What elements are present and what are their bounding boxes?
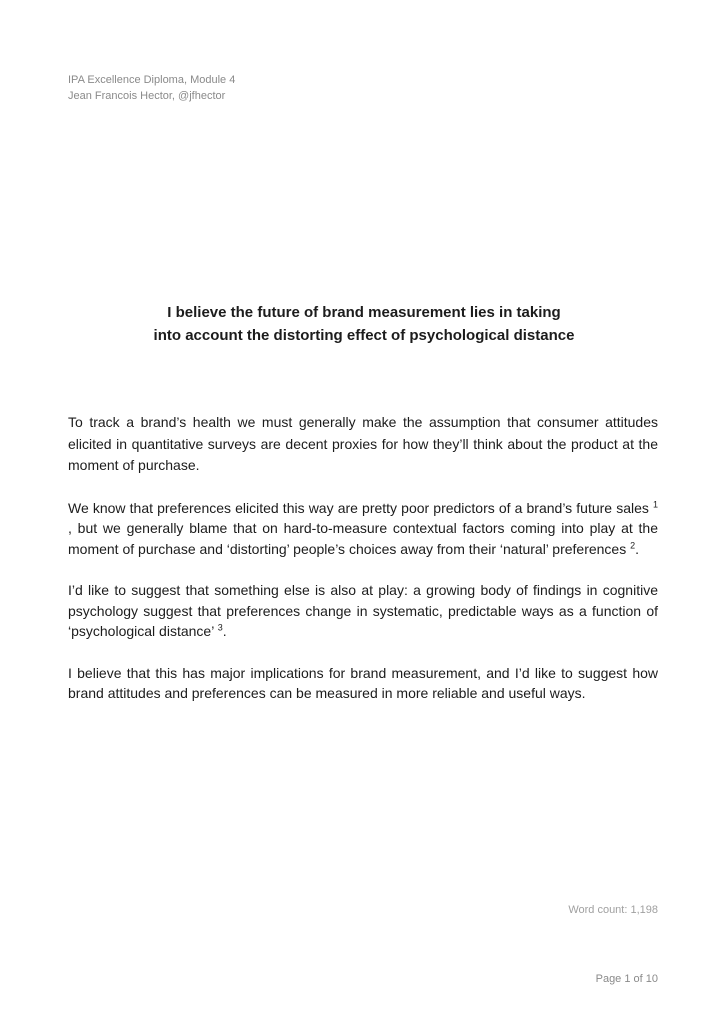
page-number: Page 1 of 10 xyxy=(595,973,658,985)
paragraph-2-text-a: We know that preferences elicited this way are pretty poor predictors of a brand’s future sales xyxy=(68,499,649,516)
document-header xyxy=(68,72,235,104)
paragraph-4: I believe that this has major implications for brand measurement, and I’d like to suggest how brand attitudes and preferences can be measured in more reliable and useful ways. xyxy=(68,664,658,701)
paragraph-3-text-a: I’d like to suggest that something else is also at play: a growing body of findings in cognitive psychology suggest that preferences change in systematic, predictable ways as a function of ‘psychological distance’ xyxy=(68,582,658,639)
paragraph-2-text-b: , but we generally blame that on hard-to-measure contextual factors coming into play at the moment of purchase and ‘distorting’ people’s choices away from their ‘natural’ preferences xyxy=(68,520,658,557)
paragraph-2 xyxy=(68,498,658,560)
footnote-ref-2: 2 xyxy=(630,539,636,550)
paragraph-3-text-b: . xyxy=(222,623,227,639)
document-title xyxy=(68,301,660,347)
word-count: Word count: 1,198 xyxy=(568,904,658,916)
header-author-line: Jean Francois Hector, @jfhector xyxy=(68,90,226,102)
document-body xyxy=(68,412,658,725)
title-line-1: I believe the future of brand measurement lies in taking xyxy=(167,304,561,321)
paragraph-3 xyxy=(68,580,658,642)
header-course-line: IPA Excellence Diploma, Module 4 xyxy=(68,74,236,86)
title-line-2: into account the distorting effect of psychological distance xyxy=(153,327,575,344)
paragraph-2-text-c: . xyxy=(635,540,640,557)
footnote-ref-1: 1 xyxy=(652,498,658,509)
footnote-ref-3: 3 xyxy=(217,622,223,633)
paragraph-1: To track a brand’s health we must generally make the assumption that consumer attitudes elicited in quantitative surveys are decent proxies for how they’ll think about the product at the moment of purchase. xyxy=(68,414,658,473)
